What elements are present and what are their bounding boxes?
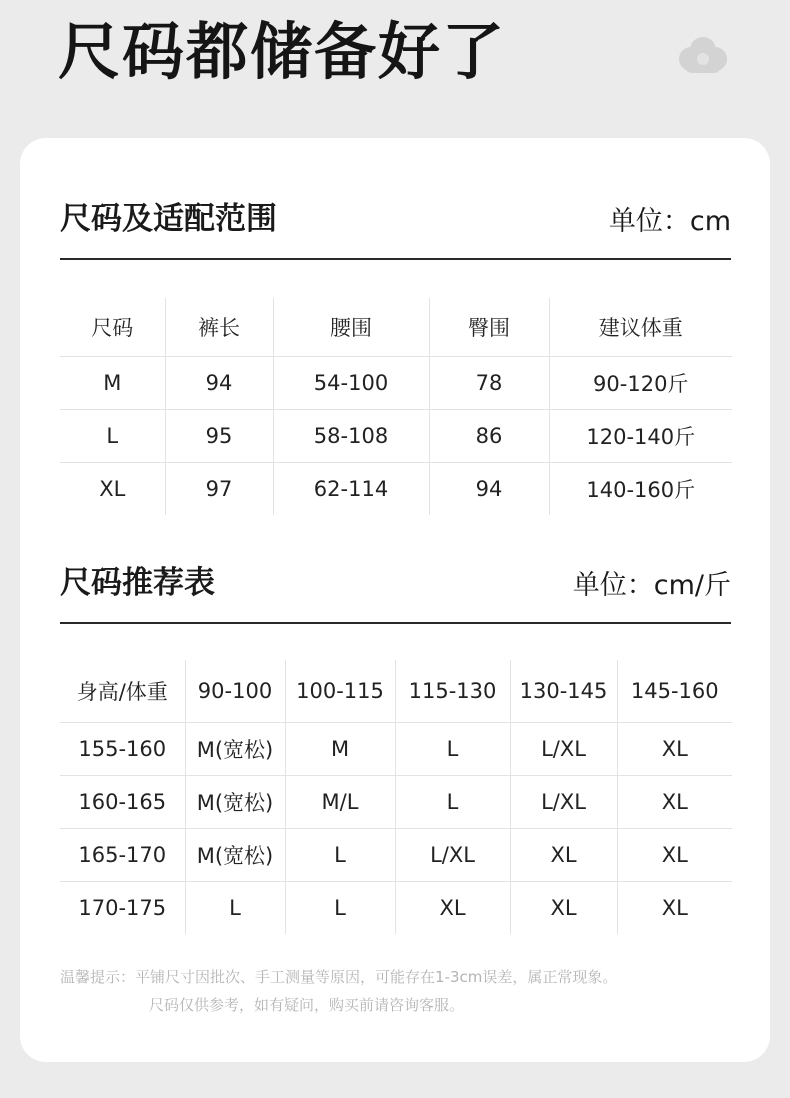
recommend-cell: 170-175 [78, 895, 167, 920]
recommend-cell: L [395, 722, 510, 775]
size-range-cell: L [60, 409, 165, 462]
recommend-header [60, 542, 731, 624]
note-line-1: 温馨提示：平铺尺寸因批次、手工测量等原因，可能存在1-3cm误差，属正常现象。 [60, 968, 618, 986]
size-range-header-cell: 建议体重 [549, 298, 732, 356]
recommend-header-cell: 100-115 [285, 660, 395, 722]
size-range-cell: 78 [429, 356, 549, 409]
size-range-unit: 单位：cm [608, 206, 731, 237]
recommend-cell: M(宽松) [185, 775, 285, 828]
recommend-cell: M(宽松) [185, 828, 285, 881]
recommend-header-cell: 90-100 [185, 660, 285, 722]
recommend-cell: L/XL [510, 775, 617, 828]
page-title: 尺码都储备好了 [58, 15, 507, 88]
size-range-header-cell: 裤长 [165, 298, 273, 356]
recommend-cell: L [285, 881, 395, 934]
recommend-row [60, 722, 732, 775]
size-range-cell: 54-100 [273, 356, 429, 409]
recommend-cell: XL [617, 881, 732, 934]
size-range-header-cell: 尺码 [60, 298, 165, 356]
size-range-cell: 94 [165, 356, 273, 409]
size-range-cell: 86 [429, 409, 549, 462]
note-line-2: 尺码仅供参考，如有疑问，购买前请咨询客服。 [149, 996, 465, 1014]
recommend-cell: 160-165 [60, 775, 185, 828]
cloud-icon [676, 34, 730, 78]
recommend-header-cell: 115-130 [395, 660, 510, 722]
size-range-header-cell: 臀围 [429, 298, 549, 356]
size-range-title: 尺码及适配范围 [60, 201, 277, 237]
recommend-cell: XL [617, 828, 732, 881]
recommend-header-cell: 145-160 [617, 660, 732, 722]
size-range-cell: M [60, 356, 165, 409]
size-range-cell: 95 [165, 409, 273, 462]
size-range-cell: XL [99, 476, 126, 501]
recommend-table [60, 660, 732, 934]
recommend-title: 尺码推荐表 [60, 565, 215, 601]
recommend-cell: L/XL [395, 828, 510, 881]
size-range-cell: 62-114 [273, 462, 429, 515]
recommend-header-cell: 130-145 [510, 660, 617, 722]
recommend-header-cell: 身高/体重 [60, 660, 185, 722]
size-range-row [60, 409, 732, 462]
recommend-unit: 单位：cm/斤 [572, 570, 731, 601]
recommend-cell: XL [617, 722, 732, 775]
recommend-cell: L [395, 775, 510, 828]
size-range-cell: 97 [165, 462, 273, 515]
recommend-row [60, 775, 732, 828]
recommend-cell: XL [395, 881, 510, 934]
recommend-cell: M/L [285, 775, 395, 828]
recommend-cell: L [285, 828, 395, 881]
size-range-cell: 58-108 [273, 409, 429, 462]
recommend-header-row [60, 660, 732, 722]
size-range-table [60, 298, 732, 515]
recommend-cell: M [285, 722, 395, 775]
size-card [20, 138, 770, 1062]
recommend-row [60, 828, 732, 881]
size-range-cell: 94 [429, 462, 549, 515]
size-range-cell: 120-140斤 [549, 409, 732, 462]
recommend-cell: L/XL [510, 722, 617, 775]
recommend-cell: 165-170 [60, 828, 185, 881]
size-range-header [60, 178, 731, 260]
recommend-cell: L [185, 881, 285, 934]
size-range-cell: 90-120斤 [549, 356, 732, 409]
recommend-cell: XL [510, 881, 617, 934]
size-range-cell: 140-160斤 [549, 462, 732, 515]
recommend-cell: 155-160 [60, 722, 185, 775]
size-range-header-row [60, 298, 732, 356]
recommend-cell: XL [617, 775, 732, 828]
size-range-row [60, 356, 732, 409]
recommend-row [60, 881, 732, 934]
size-range-header-cell: 腰围 [273, 298, 429, 356]
recommend-cell: XL [510, 828, 617, 881]
recommend-cell: M(宽松) [185, 722, 285, 775]
size-range-row [60, 462, 732, 515]
